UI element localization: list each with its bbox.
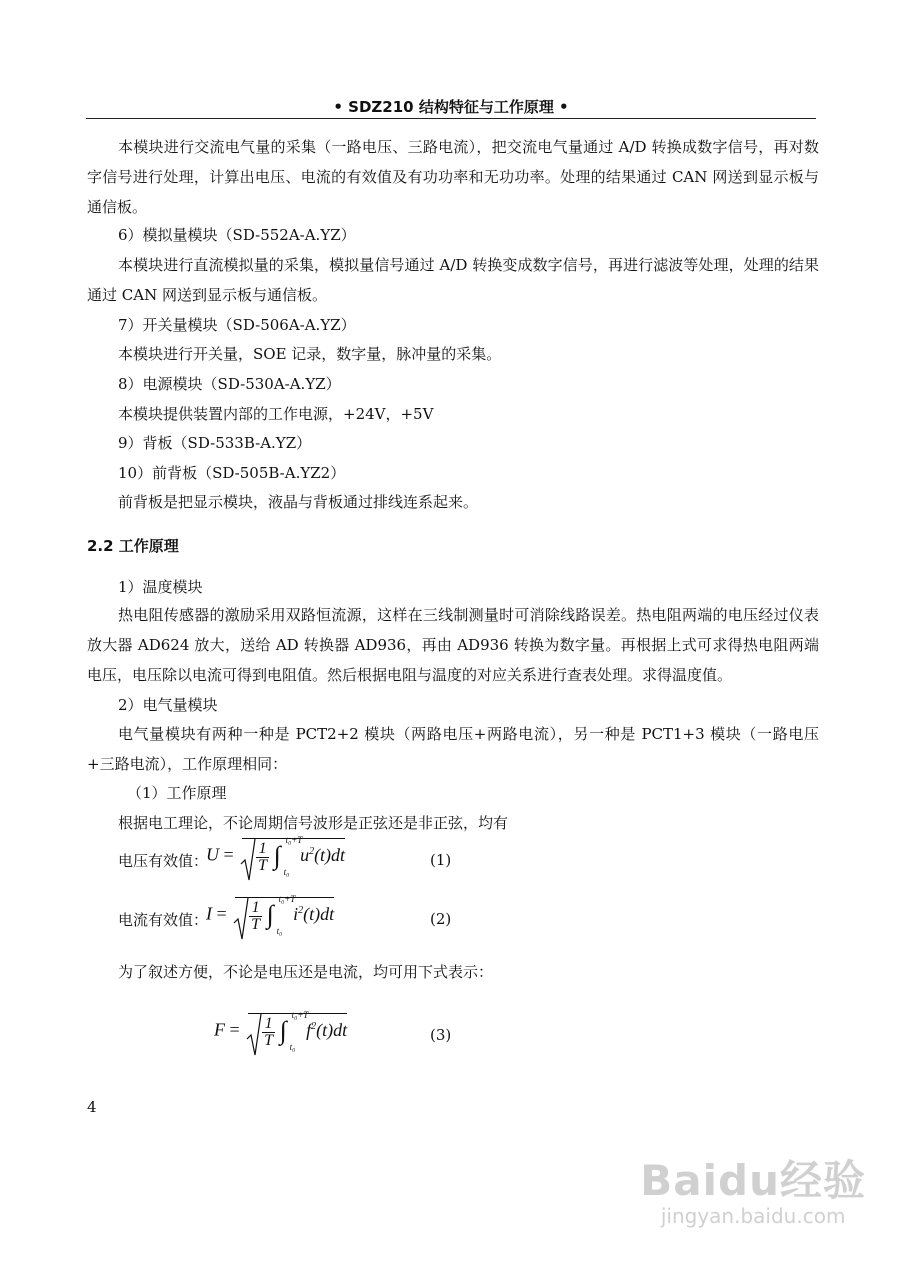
paragraph-front-backplane: 前背板是把显示模块，液晶与背板通过排线连系起来。: [118, 493, 479, 511]
integrand: [306, 1020, 347, 1040]
lower-limit: t₀: [276, 926, 283, 936]
square-root: [235, 894, 335, 936]
formula-lhs: F: [214, 1019, 225, 1040]
formula-voltage-rms: [206, 835, 346, 877]
paragraph-switch-module: 本模块进行开关量，SOE 记录，数字量，脉冲量的采集。: [118, 345, 502, 363]
formula-current-rms: [206, 894, 335, 936]
item-switch-module: 7）开关量模块（SD-506A-A.YZ）: [118, 316, 356, 334]
paragraph-electrical-module: 电气量模块有两种一种是 PCT2+2 模块（两路电压+两路电流），另一种是 PCT1+3 模块（一路电压+三路电流），工作原理相同：: [87, 725, 819, 773]
paragraph-temperature-module: 热电阻传感器的激励采用双路恒流源，这样在三线制测量时可消除线路误差。热电阻两端的电压经过仪表放大器 AD624 放大，送给 AD 转换器 AD936，再由 AD936 转换为数字量。再根据上式可求得热电阻两端电压，电压除以电流可得到电阻值。然后根据电阻与温度的对应关系进行查表处理。求得温度值。: [87, 606, 819, 684]
denominator: T: [258, 856, 268, 874]
item-temperature-module: 1）温度模块: [118, 578, 203, 596]
paragraph-theory: 根据电工理论，不论周期信号波形是正弦还是非正弦，均有: [118, 814, 509, 832]
denominator: T: [251, 915, 261, 933]
upper-limit: t₀+T: [278, 894, 296, 904]
lower-limit: t₀: [289, 1042, 296, 1052]
integrand: [293, 904, 334, 924]
numerator: 1: [256, 841, 269, 858]
fraction: [249, 900, 262, 933]
fraction: [262, 1016, 275, 1049]
integrand-function: u: [300, 845, 310, 866]
watermark-url: jingyan.baidu.com: [660, 1204, 846, 1228]
exponent: 2: [311, 1021, 317, 1033]
upper-limit: t₀+T: [285, 835, 303, 845]
upper-limit: t₀+T: [291, 1010, 309, 1020]
integrand-tail: (t)dt: [314, 845, 346, 866]
integrand-tail: (t)dt: [316, 1020, 348, 1041]
item-electrical-module: 2）电气量模块: [118, 696, 218, 714]
equation-number-2: (2): [430, 910, 452, 928]
paragraph-ac-module: 本模块进行交流电气量的采集（一路电压、三路电流），把交流电气量通过 A/D 转换成数字信号，再对数字信号进行处理，计算出电压、电流的有效值及有功功率和无功功率。处理的结果通过 CAN 网送到显示板与通信板。: [87, 138, 819, 216]
equation-number-3: (3): [430, 1026, 452, 1044]
item-analog-module: 6）模拟量模块（SD-552A-A.YZ）: [118, 226, 356, 244]
page-header: • SDZ210 结构特征与工作原理 •: [333, 98, 569, 116]
square-root: [242, 835, 346, 877]
formula-lhs: U: [206, 844, 219, 865]
equals-sign: =: [229, 1019, 240, 1040]
integrand-tail: (t)dt: [303, 904, 335, 925]
page-number: 4: [87, 1098, 97, 1116]
integrand-function: i: [293, 904, 299, 925]
integral: ∫ t₀+T t₀: [266, 894, 296, 936]
square-root: [248, 1010, 348, 1052]
baidu-jingyan-watermark: [640, 1148, 866, 1228]
paragraph-analog-module: 本模块进行直流模拟量的采集，模拟量信号通过 A/D 转换变成数字信号，再进行滤波等处理，处理的结果通过 CAN 网送到显示板与通信板。: [87, 256, 819, 304]
equation-number-1: (1): [430, 851, 452, 869]
integrand: [300, 845, 345, 865]
equals-sign: =: [216, 903, 227, 924]
radical-sign-icon: [246, 1013, 262, 1057]
numerator: 1: [249, 900, 262, 917]
item-power-module: 8）电源模块（SD-530A-A.YZ）: [118, 375, 341, 393]
item-front-backplane: 10）前背板（SD-505B-A.YZ2）: [118, 464, 346, 482]
integrand-function: f: [306, 1020, 312, 1041]
voltage-rms-label: 电压有效值：: [118, 852, 209, 870]
paragraph-unified-formula: 为了叙述方便，不论是电压还是电流，均可用下式表示：: [118, 963, 494, 981]
integral: ∫ t₀+T t₀: [279, 1010, 309, 1052]
section-heading: 2.2 工作原理: [87, 537, 179, 555]
current-rms-label: 电流有效值：: [118, 911, 209, 929]
denominator: T: [264, 1031, 274, 1049]
integral: ∫ t₀+T t₀: [273, 835, 303, 877]
fraction: [256, 841, 269, 874]
formula-general-rms: [214, 1010, 348, 1052]
exponent: 2: [309, 846, 315, 858]
exponent: 2: [298, 905, 304, 917]
header-rule: [86, 118, 816, 119]
item-backplane: 9）背板（SD-533B-A.YZ）: [118, 434, 312, 452]
numerator: 1: [262, 1016, 275, 1033]
watermark-logo: Baidu经验: [640, 1156, 866, 1205]
lower-limit: t₀: [283, 867, 290, 877]
paragraph-power-module: 本模块提供装置内部的工作电源，+24V，+5V: [118, 405, 434, 423]
formula-lhs: I: [206, 903, 212, 924]
subitem-working-principle: （1）工作原理: [127, 784, 227, 802]
radical-sign-icon: [233, 897, 249, 941]
radical-sign-icon: [240, 838, 256, 882]
equals-sign: =: [223, 844, 234, 865]
